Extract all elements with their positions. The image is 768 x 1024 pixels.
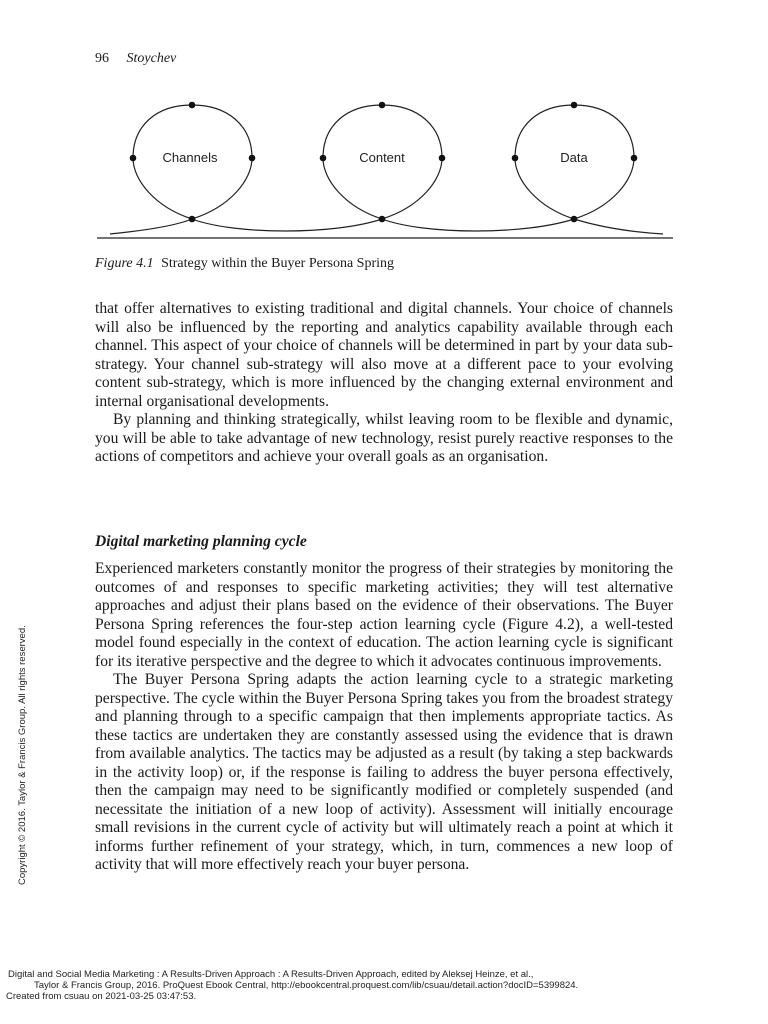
running-head-author: Stoychev — [126, 51, 177, 66]
content-label: Content — [359, 150, 405, 165]
footer-line-1: Digital and Social Media Marketing : A Results-Driven Approach : A Results-Driven Approach, edited by Aleksej Heinze, et al., — [8, 969, 534, 980]
channels-label: Channels — [162, 150, 218, 165]
channels-right-dot — [249, 155, 256, 162]
running-head — [95, 51, 176, 67]
paragraph-2: By planning and thinking strategically, whilst leaving room to be flexible and dynamic, you will be able to take advantage of new technology, resist purely reactive responses to the actions of competitors and achieve your overall goals as an organisation. — [95, 411, 673, 465]
data-top-dot — [571, 102, 578, 109]
buyer-persona-spring-figure — [95, 95, 675, 245]
footer-line-3: Created from csuau on 2021-03-25 03:47:53. — [6, 991, 197, 1002]
data-bottom-dot — [571, 216, 578, 223]
body-block-1 — [95, 300, 673, 467]
content-left-dot — [320, 155, 327, 162]
content-bottom-dot — [379, 216, 386, 223]
section-heading: Digital marketing planning cycle — [95, 533, 307, 550]
channels-bottom-dot — [189, 216, 196, 223]
spring-coil — [110, 105, 663, 234]
footer-line-2: Taylor & Francis Group, 2016. ProQuest Ebook Central, http://ebookcentral.proquest.com/lib/csuau/detail.action?docID=5399824. — [34, 980, 579, 991]
figure-caption-label: Figure 4.1 — [95, 256, 154, 271]
data-left-dot — [512, 155, 519, 162]
footer-citation — [6, 969, 766, 1002]
figure-caption-text: Strategy within the Buyer Persona Spring — [161, 256, 395, 271]
data-right-dot — [631, 155, 638, 162]
side-copyright-notice: Copyright © 2016. Taylor & Francis Group. All rights reserved. — [17, 625, 28, 885]
data-label: Data — [560, 150, 588, 165]
content-right-dot — [439, 155, 446, 162]
page-number: 96 — [95, 51, 109, 66]
spring-diagram — [95, 95, 675, 245]
content-top-dot — [379, 102, 386, 109]
channels-top-dot — [189, 102, 196, 109]
paragraph-4: The Buyer Persona Spring adapts the action learning cycle to a strategic marketing perspective. The cycle within the Buyer Persona Spring takes you from the broadest strategy and planning through to a specific campaign that then implements appropriate tactics. As these tactics are undertaken they are constantly assessed using the evidence that is drawn from available analytics. The tactics may be adjusted as a result (by taking a step backwards in the activity loop) or, if the response is failing to address the buyer persona effectively, then the campaign may need to be significantly modified or completely suspended (and necessitate the initiation of a new loop of activity). Assessment will initially encourage small revisions in the current cycle of activity but will ultimately reach a point at which it informs further refinement of your strategy, which, in turn, commences a new loop of activity that will more effectively reach your buyer persona. — [95, 671, 673, 873]
channels-left-dot — [130, 155, 137, 162]
paragraph-1: that offer alternatives to existing traditional and digital channels. Your choice of channels will also be influenced by the reporting and analytics capability available through each channel. This aspect of your choice of channels will be determined in part by your data sub-strategy. Your channel sub-strategy will also move at a different pace to your evolving content sub-strategy, which is more influenced by the changing external environment and internal organisational developments. — [95, 300, 673, 410]
paragraph-3: Experienced marketers constantly monitor the progress of their strategies by monitoring the outcomes of and responses to specific marketing activities; they will test alternative approaches and adjust their plans based on the evidence of their observations. The Buyer Persona Spring references the four-step action learning cycle (Figure 4.2), a well-tested model found especially in the context of education. The action learning cycle is significant for its iterative perspective and the degree to which it advocates continuous improvements. — [95, 560, 673, 670]
body-block-2 — [95, 560, 673, 875]
figure-caption — [95, 256, 394, 272]
